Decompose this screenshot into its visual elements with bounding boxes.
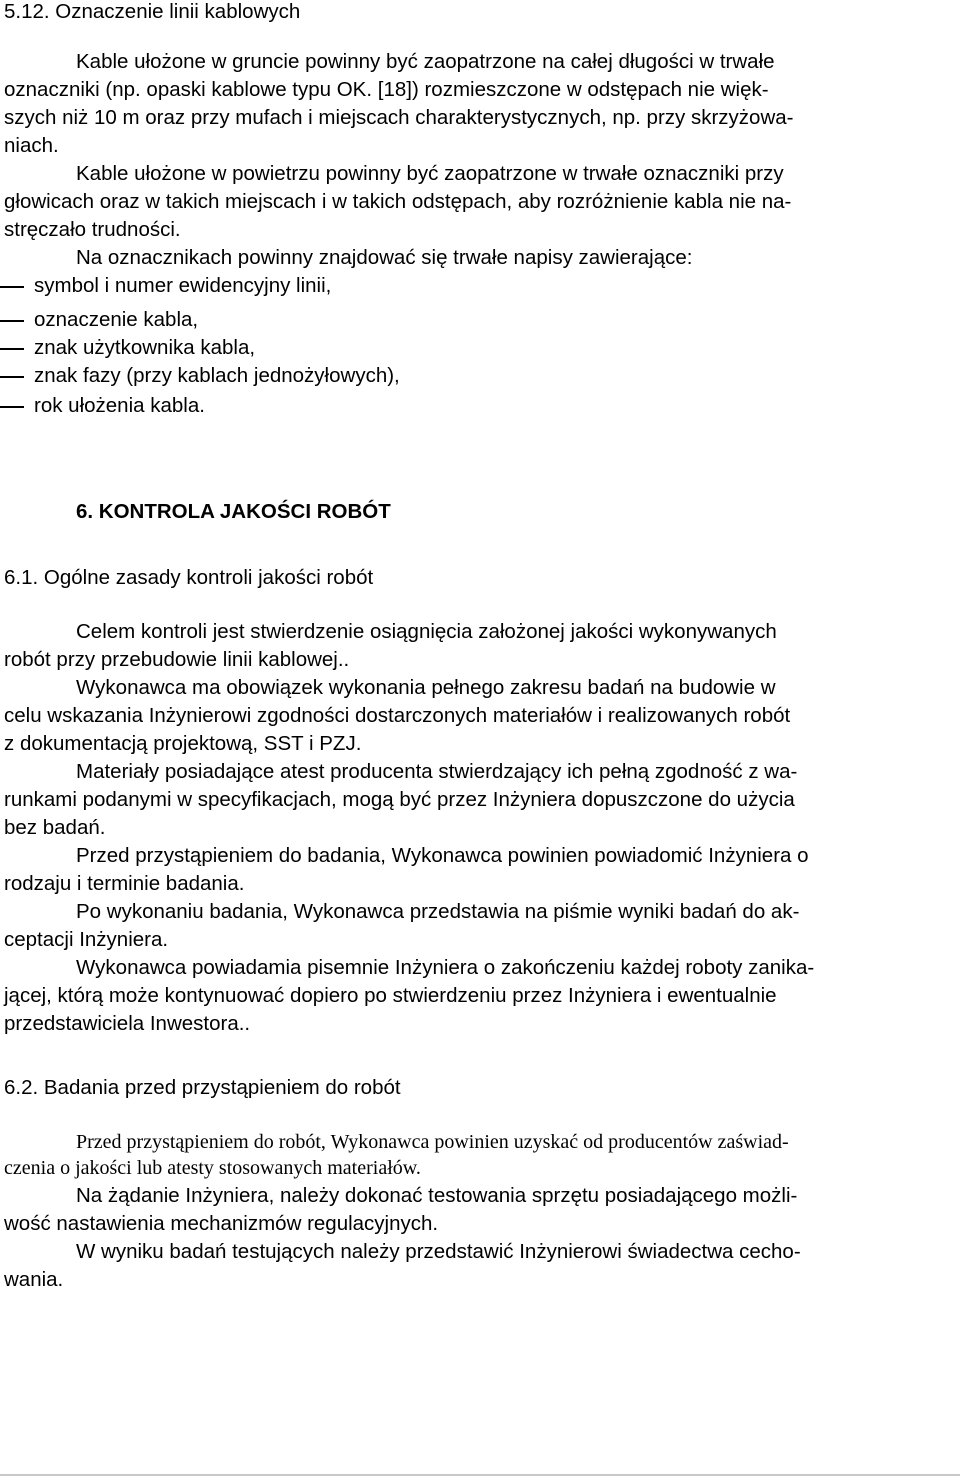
text-line: Wykonawca ma obowiązek wykonania pełnego zakresu badań na budowie w <box>76 676 776 699</box>
text-line: celu wskazania Inżynierowi zgodności dostarczonych materiałów i realizowanych robót <box>4 704 791 727</box>
text-line: Celem kontroli jest stwierdzenie osiągnięcia założonej jakości wykonywanych <box>76 620 777 643</box>
text-line: czenia o jakości lub atesty stosowanych materiałów. <box>4 1157 421 1179</box>
text-line: wania. <box>4 1268 64 1291</box>
dash-bullet-icon <box>0 376 24 378</box>
text-line: robót przy przebudowie linii kablowej.. <box>4 648 350 671</box>
list-item: znak użytkownika kabla, <box>0 334 255 362</box>
text-line: stręczało trudności. <box>4 218 181 241</box>
text-line: Po wykonaniu badania, Wykonawca przedstawia na piśmie wyniki badań do ak- <box>76 900 800 923</box>
text-line: wość nastawienia mechanizmów regulacyjnych. <box>4 1212 439 1235</box>
text-line: Kable ułożone w powietrzu powinny być zaopatrzone w trwałe oznaczniki przy <box>76 162 784 185</box>
section-heading-6-2: 6.2. Badania przed przystąpieniem do robót <box>4 1076 401 1099</box>
text-line: Wykonawca powiadamia pisemnie Inżyniera o zakończeniu każdej roboty zanika- <box>76 956 815 979</box>
text-line: Przed przystąpieniem do robót, Wykonawca powinien uzyskać od producentów zaświad- <box>76 1131 789 1153</box>
text-line: runkami podanymi w specyfikacjach, mogą być przez Inżyniera dopuszczone do użycia <box>4 788 795 811</box>
dash-bullet-icon <box>0 320 24 322</box>
dash-bullet-icon <box>0 406 24 408</box>
text-line: z dokumentacją projektową, SST i PZJ. <box>4 732 362 755</box>
text-line: głowicach oraz w takich miejscach i w takich odstępach, aby rozróżnienie kabla nie na- <box>4 190 792 213</box>
page-bottom-rule <box>0 1474 960 1476</box>
text-line: jącej, którą może kontynuować dopiero po stwierdzeniu przez Inżyniera i ewentualnie <box>4 984 777 1007</box>
text-line: W wyniku badań testujących należy przedstawić Inżynierowi świadectwa cecho- <box>76 1240 801 1263</box>
text-line: Na żądanie Inżyniera, należy dokonać testowania sprzętu posiadającego możli- <box>76 1184 798 1207</box>
text-line: bez badań. <box>4 816 106 839</box>
text-line: szych niż 10 m oraz przy mufach i miejscach charakterystycznych, np. przy skrzyżowa- <box>4 106 794 129</box>
text-line: Na oznacznikach powinny znajdować się trwałe napisy zawierające: <box>76 246 693 269</box>
text-line: Kable ułożone w gruncie powinny być zaopatrzone na całej długości w trwałe <box>76 50 775 73</box>
section-heading-6-1: 6.1. Ogólne zasady kontroli jakości robót <box>4 566 374 589</box>
list-item: rok ułożenia kabla. <box>0 392 205 420</box>
list-item: oznaczenie kabla, <box>0 306 198 334</box>
text-line: przedstawiciela Inwestora.. <box>4 1012 251 1035</box>
list-item: symbol i numer ewidencyjny linii, <box>0 272 331 300</box>
dash-bullet-icon <box>0 348 24 350</box>
chapter-heading: 6. KONTROLA JAKOŚCI ROBÓT <box>76 500 391 523</box>
text-line: Materiały posiadające atest producenta stwierdzający ich pełną zgodność z wa- <box>76 760 798 783</box>
list-item: znak fazy (przy kablach jednożyłowych), <box>0 362 400 390</box>
section-heading-5-12: 5.12. Oznaczenie linii kablowych <box>4 0 301 23</box>
text-line: ceptacji Inżyniera. <box>4 928 169 951</box>
dash-bullet-icon <box>0 286 24 288</box>
text-line: rodzaju i terminie badania. <box>4 872 245 895</box>
text-line: Przed przystąpieniem do badania, Wykonawca powinien powiadomić Inżyniera o <box>76 844 809 867</box>
text-line: niach. <box>4 134 59 157</box>
text-line: oznaczniki (np. opaski kablowe typu OK. [18]) rozmieszczone w odstępach nie więk- <box>4 78 769 101</box>
